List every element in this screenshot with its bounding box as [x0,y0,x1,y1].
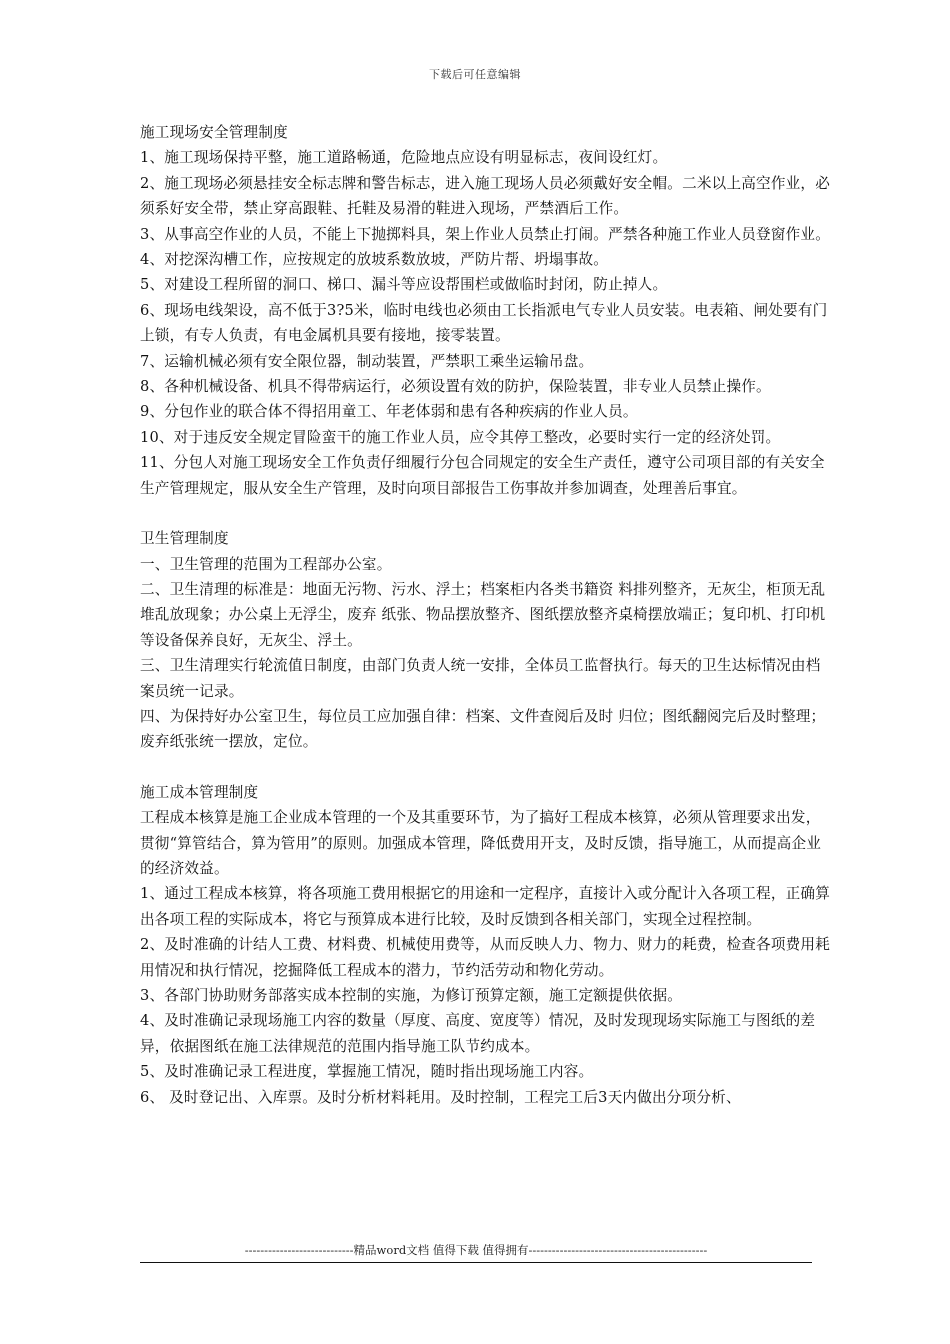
section-title: 施工成本管理制度 [140,783,259,801]
section-hygiene [140,526,830,755]
paragraph: 1、通过工程成本核算，将各项施工费用根据它的用途和一定程序，直接计入或分配计入各项工程，正确算出各项工程的实际成本，将它与预算成本进行比较，及时反馈到各相关部门，实现全过程控制。 [140,885,831,928]
paragraph: 6、 及时登记出、入库票。及时分析材料耗用。及时控制，工程完工后3天内做出分项分析、 [140,1088,741,1106]
section-title: 卫生管理制度 [140,530,229,548]
paragraph: 2、及时准确的计结人工费、材料费、机械使用费等，从而反映人力、物力、财力的耗费，检查各项费用耗用情况和执行情况，挖掘降低工程成本的潜力，节约活劳动和物化劳动。 [140,936,831,979]
paragraph: 4、及时准确记录现场施工内容的数量（厚度、高度、宽度等）情况，及时发现现场实际施工与图纸的差异，依据图纸在施工法律规范的范围内指导施工队节约成本。 [140,1012,816,1055]
paragraph: 9、分包作业的联合体不得招用童工、年老体弱和患有各种疾病的作业人员。 [140,403,638,421]
page-header: 下载后可任意编辑 [429,68,521,81]
paragraph: 工程成本核算是施工企业成本管理的一个及其重要环节，为了搞好工程成本核算，必须从管理要求出发，贯彻“算管结合，算为管用”的原则。加强成本管理，降低费用开支，及时反馈，指导施工，从而提高企业的经济效益。 [140,809,822,877]
paragraph: 6、现场电线架设，高不低于3?5米，临时电线也必须由工长指派电气专业人员安装。电表箱、闸处要有门上锁，有专人负责，有电金属机具要有接地，接零装置。 [140,301,828,345]
paragraph: 一、卫生管理的范围为工程部办公室。 [140,555,392,573]
paragraph: 2、施工现场必须悬挂安全标志牌和警告标志，进入施工现场人员必须戴好安全帽。二米以上高空作业，必须系好安全带，禁止穿高跟鞋、托鞋及易滑的鞋进入现场，严禁酒后工作。 [140,174,831,218]
paragraph: 11、分包人对施工现场安全工作负责仔细履行分包合同规定的安全生产责任，遵守公司项目部的有关安全生产管理规定，服从安全生产管理，及时向项目部报告工伤事故并参加调查，处理善后事宜。 [140,454,825,497]
section-site-safety [140,120,830,501]
paragraph: 5、及时准确记录工程进度，掌握施工情况，随时指出现场施工内容。 [140,1063,594,1081]
paragraph: 二、卫生清理的标准是：地面无污物、污水、浮土；档案柜内各类书籍资 料排列整齐，无灰尘，柜顶无乱堆乱放现象；办公桌上无浮尘，废弃 纸张、物品摆放整齐、图纸摆放整齐桌椅摆放端正；复印机、打印机 等设备保养良好，无灰尘、浮土。 [140,580,826,649]
paragraph: 8、各种机械设备、机具不得带病运行，必须设置有效的防护，保险装置，非专业人员禁止操作。 [140,378,771,396]
paragraph: 5、对建设工程所留的洞口、梯口、漏斗等应设帮围栏或做临时封闭，防止掉人。 [140,276,668,294]
document-body [140,120,830,1110]
paragraph: 3、各部门协助财务部落实成本控制的实施，为修订预算定额，施工定额提供依据。 [140,987,683,1004]
paragraph: 四、为保持好办公室卫生，每位员工应加强自律：档案、文件查阅后及时 归位；图纸翻阅完后及时整理；废弃纸张统一摆放，定位。 [140,707,826,751]
footer-divider [140,1262,812,1263]
paragraph: 7、运输机械必须有安全限位器，制动装置，严禁职工乘坐运输吊盘。 [140,352,594,370]
section-cost-management [140,780,830,1110]
paragraph: 1、施工现场保持平整，施工道路畅通，危险地点应设有明显标志，夜间设红灯。 [140,149,668,167]
page-footer: ----------------------------精品word文档 值得下载 值得拥有---------------------------------------------- [244,1243,708,1257]
paragraph: 4、对挖深沟槽工作，应按规定的放坡系数放坡，严防片帮、坍塌事故。 [140,251,609,269]
paragraph: 三、卫生清理实行轮流值日制度，由部门负责人统一安排，全体员工监督执行。每天的卫生达标情况由档案员统一记录。 [140,657,821,700]
section-title: 施工现场安全管理制度 [140,124,288,141]
paragraph: 10、对于违反安全规定冒险蛮干的施工作业人员，应令其停工整改，必要时实行一定的经济处罚。 [140,428,781,446]
paragraph: 3、从事高空作业的人员，不能上下抛掷料具，架上作业人员禁止打闹。严禁各种施工作业人员登窗作业。 [140,225,831,243]
